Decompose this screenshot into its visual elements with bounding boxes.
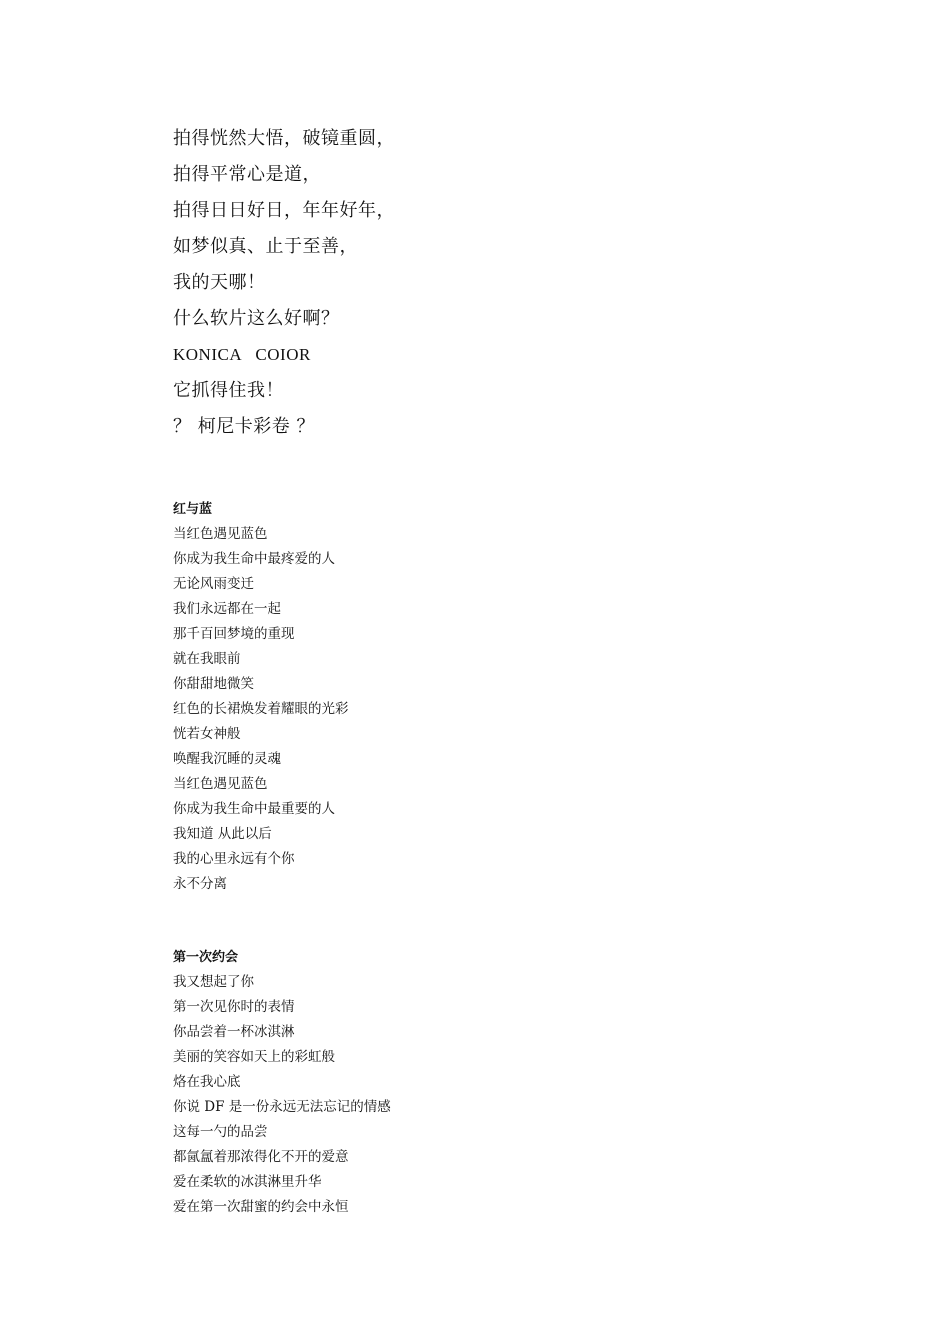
intro-line: KONICA COIOR bbox=[173, 345, 311, 364]
poem-line: 爱在第一次甜蜜的约会中永恒 bbox=[173, 1199, 349, 1215]
intro-line: 拍得恍然大悟，破镜重圆， bbox=[173, 128, 395, 149]
intro-verse bbox=[173, 121, 773, 445]
poem-line: 就在我眼前 bbox=[173, 651, 241, 667]
poem-line: 我知道 从此以后 bbox=[173, 826, 272, 842]
poem-line: 你成为我生命中最重要的人 bbox=[173, 801, 335, 817]
poem-line: 红色的长裙焕发着耀眼的光彩 bbox=[173, 701, 349, 717]
poem-line: 美丽的笑容如天上的彩虹般 bbox=[173, 1049, 335, 1065]
poem-red-and-blue bbox=[173, 497, 773, 897]
poem-line: 无论风雨变迁 bbox=[173, 576, 254, 592]
intro-line: 它抓得住我！ bbox=[173, 380, 284, 401]
poem-line: 我们永远都在一起 bbox=[173, 601, 281, 617]
poem-line: 你成为我生命中最疼爱的人 bbox=[173, 551, 335, 567]
poem-line: 当红色遇见蓝色 bbox=[173, 776, 268, 792]
poem-line: 烙在我心底 bbox=[173, 1074, 241, 1090]
poem-line: 你说 DF 是一份永远无法忘记的情感 bbox=[173, 1099, 391, 1115]
poem-line: 唤醒我沉睡的灵魂 bbox=[173, 751, 281, 767]
poem-line: 那千百回梦境的重现 bbox=[173, 626, 295, 642]
poem-first-date bbox=[173, 945, 773, 1220]
intro-line: ？ 柯尼卡彩卷 ？ bbox=[173, 416, 315, 437]
intro-line: 我的天哪！ bbox=[173, 272, 266, 293]
intro-line: 什么软片这么好啊？ bbox=[173, 308, 340, 329]
poem-line: 我又想起了你 bbox=[173, 974, 254, 990]
poem-line: 恍若女神般 bbox=[173, 726, 241, 742]
intro-line: 拍得日日好日，年年好年， bbox=[173, 200, 395, 221]
poem-line: 你品尝着一杯冰淇淋 bbox=[173, 1024, 295, 1040]
poem-line: 这每一勺的品尝 bbox=[173, 1124, 268, 1140]
poem-title: 第一次约会 bbox=[173, 950, 239, 965]
poem-line: 永不分离 bbox=[173, 876, 227, 892]
poem-line: 我的心里永远有个你 bbox=[173, 851, 295, 867]
poem-line: 当红色遇见蓝色 bbox=[173, 526, 268, 542]
poem-line: 爱在柔软的冰淇淋里升华 bbox=[173, 1174, 322, 1190]
poem-line: 都氤氲着那浓得化不开的爱意 bbox=[173, 1149, 349, 1165]
poem-title: 红与蓝 bbox=[173, 502, 213, 517]
poem-line: 你甜甜地微笑 bbox=[173, 676, 254, 692]
intro-line: 拍得平常心是道， bbox=[173, 164, 321, 185]
intro-line: 如梦似真、止于至善， bbox=[173, 236, 358, 257]
poem-line: 第一次见你时的表情 bbox=[173, 999, 295, 1015]
